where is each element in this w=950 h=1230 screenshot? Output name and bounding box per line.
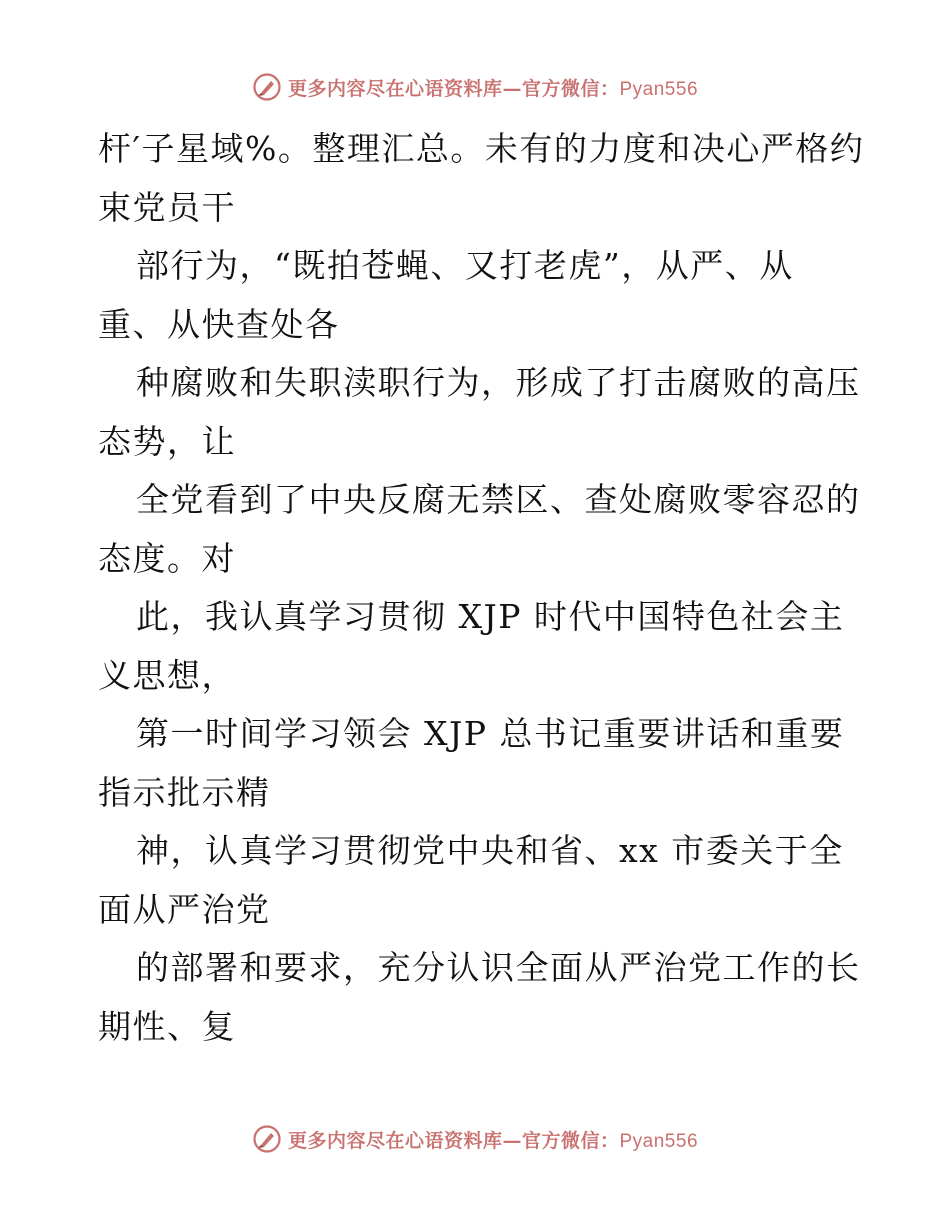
body-line: 的部署和要求，充分认识全面从严治党工作的长	[136, 948, 861, 987]
header-watermark	[0, 72, 950, 102]
body-line: 此，我认真学习贯彻 XJP 时代中国特色社会主	[136, 597, 845, 636]
body-line: 义思想，	[98, 655, 236, 695]
body-line: 束党员干	[98, 187, 236, 227]
document-body	[98, 120, 865, 1056]
body-line: 部行为，“既拍苍蝇、又打老虎”，从严、从	[136, 246, 794, 285]
pen-nib-logo-icon	[252, 72, 282, 102]
body-line: 态度。对	[98, 538, 236, 578]
footer-watermark	[0, 1124, 950, 1154]
pen-nib-logo-icon	[252, 1124, 282, 1154]
body-line: 重、从快查处各	[98, 304, 340, 344]
body-line: 神，认真学习贯彻党中央和省、xx 市委关于全	[136, 831, 844, 870]
body-line: 指示批示精	[98, 772, 271, 812]
body-line: 杆′子星域%。整理汇总。未有的力度和决心严格约	[98, 129, 865, 168]
body-line: 种腐败和失职渎职行为，形成了打击腐败的高压	[136, 363, 861, 402]
body-line: 全党看到了中央反腐无禁区、查处腐败零容忍的	[136, 480, 861, 519]
body-line: 期性、复	[98, 1006, 236, 1046]
body-line: 面从严治党	[98, 889, 271, 929]
body-line: 第一时间学习领会 XJP 总书记重要讲话和重要	[136, 714, 845, 753]
body-line: 态势，让	[98, 421, 236, 461]
watermark-text: 更多内容尽在心语资料库—官方微信：Pyan556	[287, 1129, 699, 1152]
watermark-text: 更多内容尽在心语资料库—官方微信：Pyan556	[287, 77, 699, 100]
